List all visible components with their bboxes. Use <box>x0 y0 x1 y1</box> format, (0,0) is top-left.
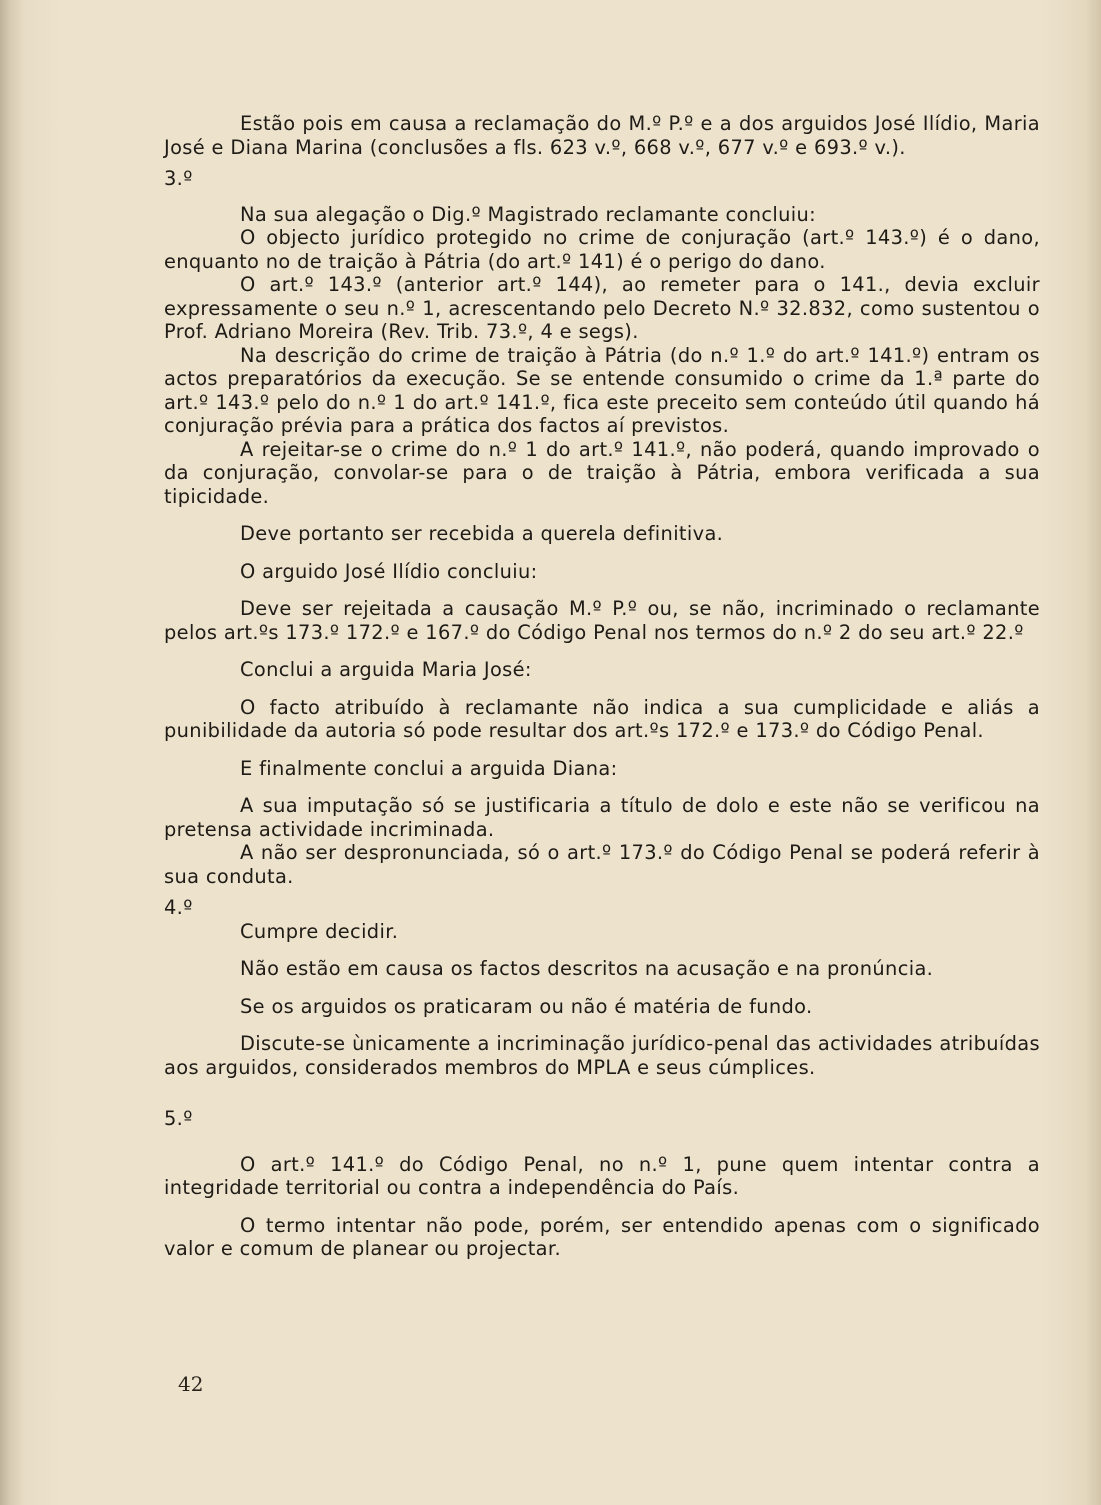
paragraph-jose-ilidio-conclusion: Deve ser rejeitada a causação M.º P.º ou, se não, incriminado o reclamante pelos art.ºs 173.º 172.º e 167.º do Código Penal nos termos do n.º 2 do seu art.º 22.º <box>164 597 1040 644</box>
paragraph-jose-ilidio-intro: O arguido José Ilídio concluiu: <box>240 559 538 583</box>
paragraph-facts: Não estão em causa os factos descritos na acusação e na pronúncia. <box>240 957 934 980</box>
section-heading-5: 5.º <box>164 1107 193 1130</box>
section-heading-4: 4.º <box>164 896 193 919</box>
paragraph-maria-jose-conclusion: O facto atribuído à reclamante não indica a sua cumplicidade e aliás a punibilidade da autoria só pode resultar dos art.ºs 172.º e 173.º do Código Penal. <box>164 695 1040 742</box>
paragraph-incrimination: Discute-se ùnicamente a incriminação jurídico-penal das actividades atribuídas aos arguidos, considerados membros do MPLA e seus cúmplices. <box>164 1032 1040 1079</box>
document-body <box>164 112 1040 1261</box>
paragraph-art-141: O art.º 141.º do Código Penal, no n.º 1, pune quem intentar contra a integridade territorial ou contra a independência do País. <box>164 1152 1040 1199</box>
paragraph-treason-description: Na descrição do crime de traição à Pátria (do n.º 1.º do art.º 141.º) entram os actos preparatórios da execução. Se se entende consumido o crime da 1.ª parte do art.º 143.º pelo do n.º 1 do art.º 141.º, fica este preceito sem conteúdo útil quando há conjuração prévia para a prática dos factos aí previstos. <box>164 343 1040 437</box>
paragraph-decide: Cumpre decidir. <box>240 919 399 943</box>
paragraph-diana-conduct: A não ser despronunciada, só o art.º 173.º do Código Penal se poderá referir à sua conduta. <box>164 841 1040 888</box>
paragraph-term-intentar: O termo intentar não pode, porém, ser entendido apenas com o significado valor e comum de planear ou projectar. <box>164 1213 1040 1260</box>
paragraph-merits: Se os arguidos os praticaram ou não é matéria de fundo. <box>240 994 813 1018</box>
section-heading-3: 3.º <box>164 167 193 190</box>
paragraph-diana-imputation: A sua imputação só se justificaria a título de dolo e este não se verificou na pretensa actividade incriminada. <box>164 794 1040 841</box>
page-number: 42 <box>178 1372 204 1396</box>
paragraph-diana-intro: E finalmente conclui a arguida Diana: <box>240 756 618 780</box>
paragraph-art-143: O art.º 143.º (anterior art.º 144), ao remeter para o 141., devia excluir expressamente o seu n.º 1, acrescentando pelo Decreto N.º 32.832, como sustentou o Prof. Adriano Moreira (Rev. Trib. 73.º, 4 e segs). <box>164 273 1040 343</box>
paragraph-allegation-intro: Na sua alegação o Dig.º Magistrado reclamante concluiu: <box>240 202 817 226</box>
paragraph-intro: Estão pois em causa a reclamação do M.º P.º e a dos arguidos José Ilídio, Maria José e Diana Marina (conclusões a fls. 623 v.º, 668 v.º, 677 v.º e 693.º v.). <box>164 112 1040 159</box>
paragraph-rejection: A rejeitar-se o crime do n.º 1 do art.º 141.º, não poderá, quando improvado o da conjuração, convolar-se para o de traição à Pátria, embora verificada a sua tipicidade. <box>164 437 1040 508</box>
paragraph-receive-querela: Deve portanto ser recebida a querela definitiva. <box>240 522 724 545</box>
paragraph-legal-object: O objecto jurídico protegido no crime de conjuração (art.º 143.º) é o dano, enquanto no de traição à Pátria (do art.º 141) é o perigo do dano. <box>164 226 1040 273</box>
paragraph-maria-jose-intro: Conclui a arguida Maria José: <box>240 658 532 681</box>
